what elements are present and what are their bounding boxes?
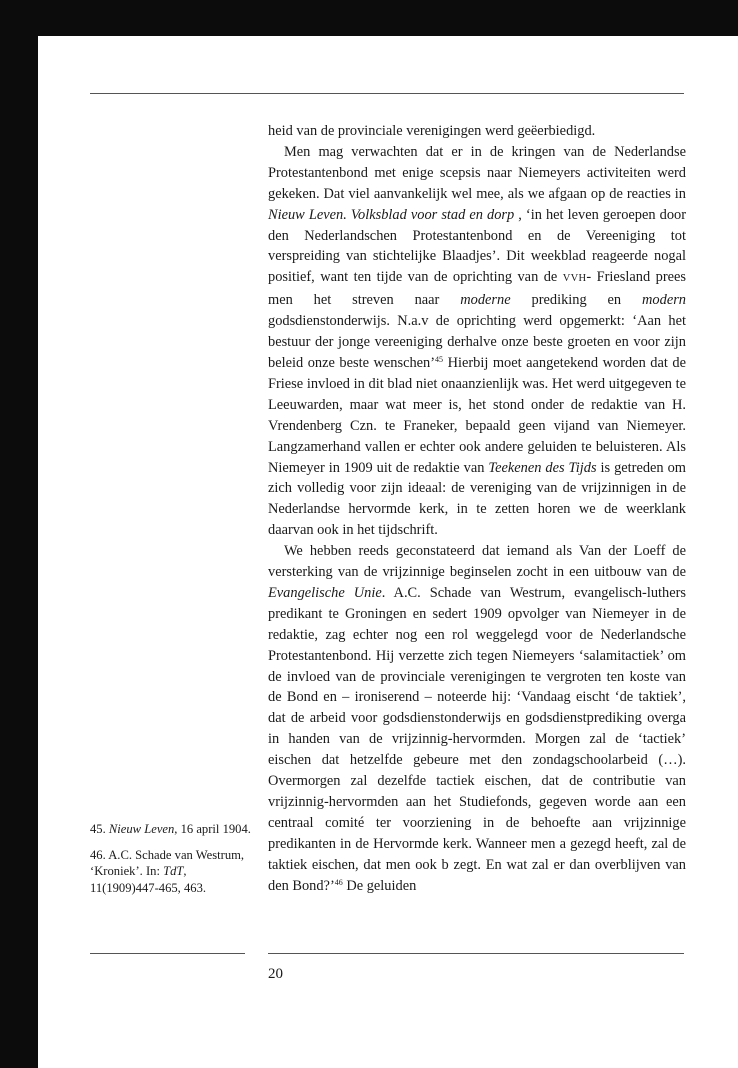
footnote-46 (90, 847, 255, 897)
header-rule (90, 93, 684, 94)
paragraph-3 (268, 541, 686, 896)
text-run: Men mag verwachten dat er in de kringen van de Nederlandse Protestantenbond met enige scepsis naar Niemeyers activiteiten werd gekeken. Dat viel aanvankelijk wel mee, als we afgaan op de reacties in (268, 143, 686, 202)
text-run: , ‘in het leven geroepen door den Nederlandschen Protestantenbond en de Vereeniging tot verspreiding van stichtelijke Blaadjes’. Dit weekblad reageerde nogal positief, want ten tijde van de oprichting van de (268, 206, 687, 286)
text-run: De geluiden (342, 877, 417, 894)
text-run: . A.C. Schade van Westrum, evangelisch-luthers predikant te Groningen en sedert 1909 opvolger van Niemeyer in de redaktie, zag echter nog een rol weggelegd voor de Nederlandsche Protestantenbond. Hij verzette zich tegen Niemeyers ‘salamitactiek’ om de invloed van de provinciale verenigingen te vergroten ten koste van de Bond en – ironiserend – noteerde hij: ‘Vandaag eischt ‘de taktiek’, dat de arbeid voor godsdienstonderwijs en godsdienstprediking overga in handen van de vrijzinnig-hervormden. Morgen zal de ‘tactiek’ eischen dat hetzelfde gebeure met den zondagschoolarbeid (…). Overmorgen zal dezelfde tactiek eischen, dat de contributie van vrijzinnig-hervormden aan het Studiefonds, gegeven worde aan een centraal comité ter voorziening in de behoefte aan vrijzinnige predikanten in de Hervormde kerk. Wanneer men a gezegd heeft, zal de taktiek eischen, dat men ook b zegt. En wat zal er dan overblijven van den Bond?’ (268, 584, 686, 894)
text-run: - Friesland prees men het streven naar (268, 269, 686, 309)
scan-border-left (0, 0, 38, 1068)
scan-border-top (0, 0, 738, 36)
footnote-text: , 11(1909)447-465, 463. (90, 864, 207, 896)
text-run: prediking en (510, 292, 643, 309)
italic-title: Teekenen des Tijds (488, 459, 597, 476)
italic-word: modern (642, 292, 686, 309)
paragraph-2 (268, 142, 686, 541)
footnote-text: , 16 april 1904. (174, 822, 251, 836)
footnote-bottom-rule (90, 953, 245, 954)
footnote-45 (90, 821, 255, 838)
italic-title: Nieuw Leven. Volksblad voor stad en dorp (268, 206, 515, 223)
footnote-ref-46: 46 (334, 877, 343, 887)
text-run: is getreden om zich volledig voor zijn ideaal: de vereniging van de vrijzinnigen in de Nederlandse hervormde kerk, in te zetten horen we de weerklank daarvan ook in het tijdschrift. (268, 459, 686, 539)
smallcaps-abbrev: VVH (562, 273, 587, 285)
footnotes (90, 821, 255, 906)
footnote-italic: TdT (163, 864, 184, 879)
footnote-italic: Nieuw Leven (108, 822, 175, 836)
footnote-ref-45: 45 (435, 354, 444, 364)
footnote-text: 45. (90, 822, 109, 836)
italic-word: moderne (460, 292, 511, 309)
page-number: 20 (268, 966, 283, 982)
text-run: godsdienstonderwijs. N.a.v de oprichting werd opgemerkt: ‘Aan het bestuur der jonge vereeniging derhalve onze beste groeten en voor zijn beleid onze beste wenschen’ (268, 313, 686, 371)
italic-title: Evangelische Unie (268, 584, 382, 601)
footnote-text: 46. A.C. Schade van Westrum, ‘Kroniek’. In: (90, 847, 245, 879)
text-run: Hierbij moet aangetekend worden dat de Friese invloed in dit blad niet onaanzienlijk was. Het werd uitgegeven te Leeuwarden, maar wat meer is, het stond onder de redaktie van H. Vrendenberg Czn. te Franeker, bepaald geen vijand van Niemeyer. Langzamerhand vallen er echter ook andere geluiden te beluisteren. Als Niemeyer in 1909 uit de redaktie van (268, 354, 686, 476)
body-bottom-rule (268, 953, 684, 954)
text-run: We hebben reeds geconstateerd dat iemand als Van der Loeff de versterking van de vrijzinnige beginselen zocht in een uitbouw van de (268, 543, 686, 581)
paragraph-1: heid van de provinciale verenigingen werd geëerbiedigd. (268, 123, 596, 139)
body-text (268, 121, 686, 897)
